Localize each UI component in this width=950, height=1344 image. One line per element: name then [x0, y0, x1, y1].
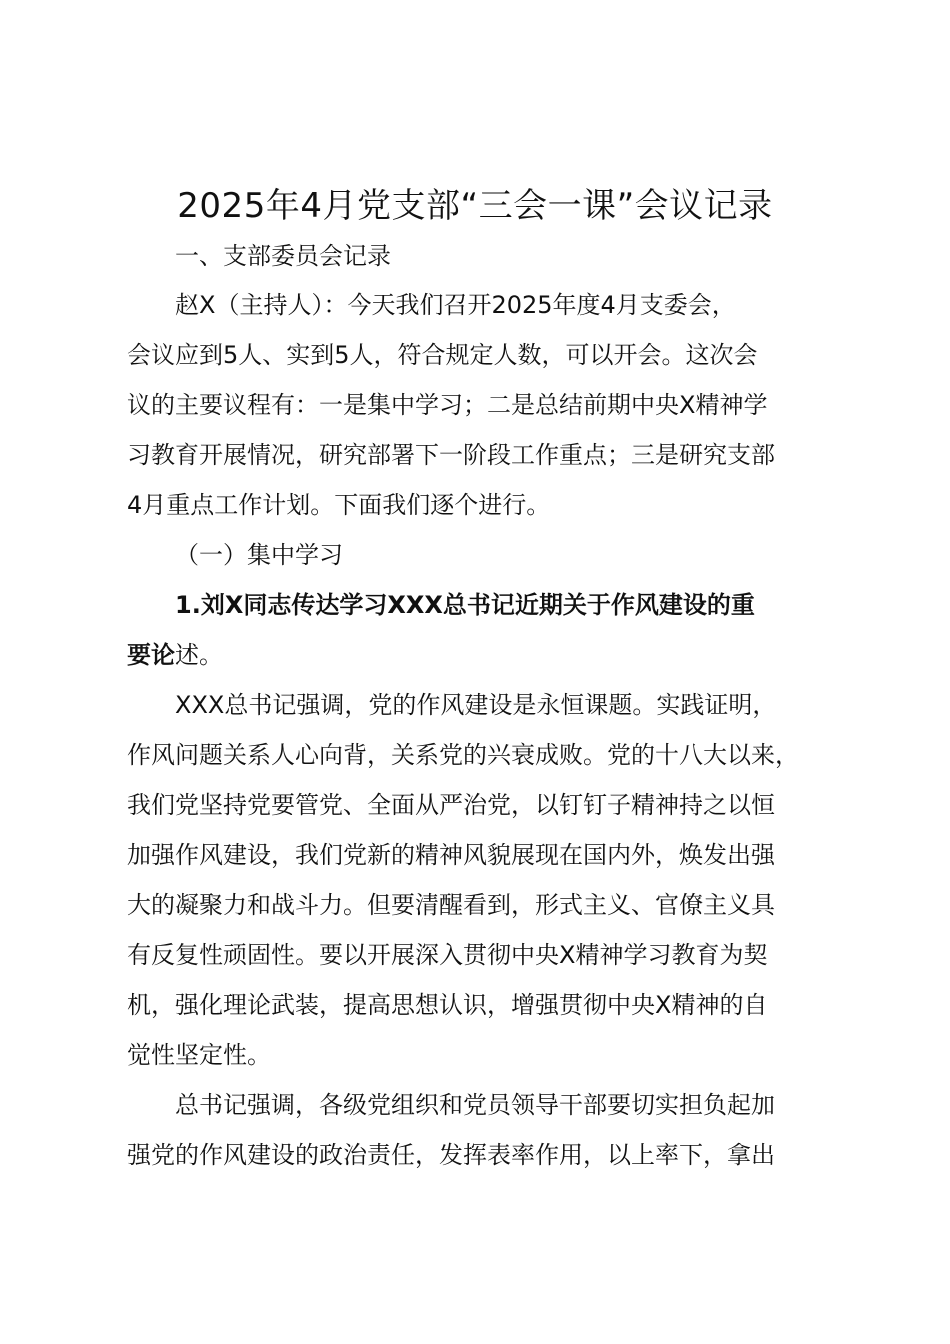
paragraph-line: 会议应到5人、实到5人，符合规定人数，可以开会。这次会	[127, 341, 758, 369]
paragraph-line: 我们党坚持党要管党、全面从严治党，以钉钉子精神持之以恒	[127, 791, 775, 819]
item-heading: 1.刘X同志传达学习XXX总书记近期关于作风建设的重	[175, 591, 755, 619]
paragraph-line: 加强作风建设，我们党新的精神风貌展现在国内外，焕发出强	[127, 841, 775, 869]
paragraph-line: 议的主要议程有：一是集中学习；二是总结前期中央X精神学	[127, 391, 768, 419]
paragraph-line: 赵X（主持人）：今天我们召开2025年度4月支委会，	[175, 291, 736, 319]
item-heading-bold-part: 要论	[127, 641, 175, 669]
item-heading-normal-part: 述。	[175, 641, 223, 669]
paragraph-line: 4月重点工作计划。下面我们逐个进行。	[127, 491, 551, 519]
paragraph-line: 强党的作风建设的政治责任，发挥表率作用，以上率下，拿出	[127, 1141, 775, 1169]
paragraph-line: 觉性坚定性。	[127, 1041, 271, 1069]
paragraph-line: 总书记强调，各级党组织和党员领导干部要切实担负起加	[175, 1091, 775, 1119]
document-title: 2025年4月党支部“三会一课”会议记录	[177, 186, 773, 226]
paragraph-line: 习教育开展情况，研究部署下一阶段工作重点；三是研究支部	[127, 441, 775, 469]
paragraph-line: XXX总书记强调，党的作风建设是永恒课题。实践证明，	[175, 691, 777, 719]
subheading: （一）集中学习	[175, 541, 343, 569]
paragraph-line: 大的凝聚力和战斗力。但要清醒看到，形式主义、官僚主义具	[127, 891, 775, 919]
paragraph-line: 机，强化理论武装，提高思想认识，增强贯彻中央X精神的自	[127, 991, 768, 1019]
paragraph-line: 有反复性顽固性。要以开展深入贯彻中央X精神学习教育为契	[127, 941, 768, 969]
paragraph-line: 作风问题关系人心向背，关系党的兴衰成败。党的十八大以来，	[127, 741, 799, 769]
section-heading: 一、支部委员会记录	[175, 242, 391, 270]
item-heading-continuation	[127, 635, 223, 675]
